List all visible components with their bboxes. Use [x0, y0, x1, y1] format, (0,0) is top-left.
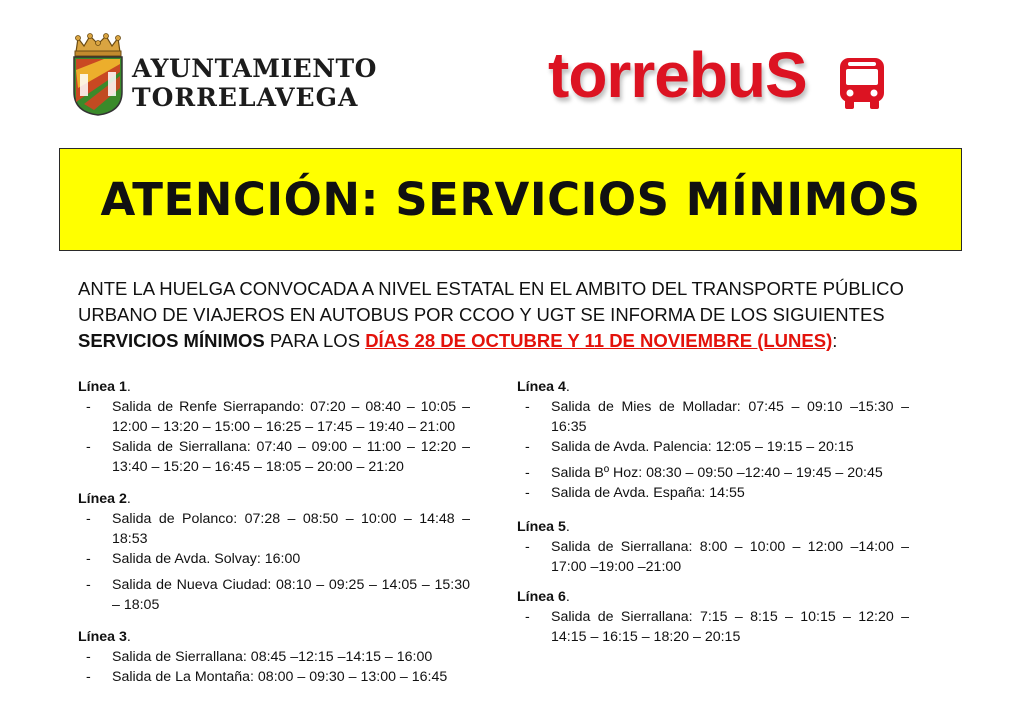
schedule-entry-text: Salida de Nueva Ciudad: 08:10 – 09:25 – 14:05 – 15:30 – 18:05	[112, 577, 470, 613]
line-6-block	[517, 587, 909, 647]
ayuntamiento-logo	[70, 32, 377, 118]
schedule-entry-text: Salida de La Montaña: 08:00 – 09:30 – 13:00 – 16:45	[112, 669, 448, 685]
line-3-block	[78, 627, 470, 687]
line-title: Línea 1	[78, 379, 127, 395]
notice-banner	[59, 148, 962, 251]
line-heading	[517, 377, 909, 397]
line-title-period: .	[565, 589, 570, 605]
schedule-entry	[517, 607, 909, 647]
bullet-dash: -	[86, 577, 91, 593]
bullet-dash: -	[525, 539, 530, 555]
schedule-entry-text: Salida Bº Hoz: 08:30 – 09:50 –12:40 – 19:45 – 20:45	[551, 465, 883, 481]
bullet-dash: -	[86, 669, 91, 685]
schedule-entry	[78, 647, 470, 667]
line-title: Línea 5	[517, 519, 566, 535]
schedule-entry	[78, 397, 470, 437]
line-heading	[517, 517, 909, 537]
line-heading	[78, 377, 470, 397]
bullet-dash: -	[525, 465, 530, 481]
bullet-dash: -	[525, 485, 530, 501]
schedule-entry-text: Salida de Sierrallana: 8:00 – 10:00 – 12:00 –14:00 – 17:00 –19:00 –21:00	[551, 539, 909, 575]
schedule-entry	[517, 397, 909, 437]
schedule-entry-text: Salida de Avda. Palencia: 12:05 – 19:15 – 20:15	[551, 439, 854, 455]
bullet-dash: -	[86, 439, 91, 455]
line-title: Línea 2	[78, 491, 127, 507]
coat-of-arms-icon	[70, 32, 126, 116]
schedule-entry-text: Salida de Sierrallana: 7:15 – 8:15 – 10:15 – 12:20 – 14:15 – 16:15 – 18:20 – 20:15	[551, 609, 909, 645]
bullet-dash: -	[86, 649, 91, 665]
line-heading	[517, 587, 909, 607]
ayuntamiento-name-line1: AYUNTAMIENTO	[132, 54, 377, 83]
bullet-dash: -	[86, 511, 91, 527]
schedule-entry	[78, 667, 470, 687]
schedule-entry-text: Salida de Sierrallana: 08:45 –12:15 –14:15 – 16:00	[112, 649, 433, 665]
intro-text-bold: SERVICIOS MÍNIMOS	[78, 330, 265, 351]
schedule-column-right	[517, 377, 909, 655]
intro-text-end: :	[832, 330, 838, 351]
schedule-entry	[78, 509, 470, 549]
line-title: Línea 3	[78, 629, 127, 645]
schedule-entry-text: Salida de Avda. España: 14:55	[551, 485, 745, 501]
intro-text-part2: PARA LOS	[264, 330, 366, 351]
line-title-period: .	[565, 519, 570, 535]
line-5-block	[517, 517, 909, 577]
schedule-entry-text: Salida de Renfe Sierrapando: 07:20 – 08:40 – 10:05 – 12:00 – 13:20 – 15:00 – 16:25 – 17:45 – 19:40 – 21:00	[112, 399, 470, 435]
schedule-entry	[78, 437, 470, 477]
schedule-entry	[78, 549, 470, 569]
schedule-entry-text: Salida de Mies de Molladar: 07:45 – 09:10 –15:30 – 16:35	[551, 399, 909, 435]
intro-dates-highlight: DÍAS 28 DE OCTUBRE Y 11 DE NOVIEMBRE (LUNES)	[365, 330, 833, 351]
schedule-column-left	[78, 377, 470, 695]
schedule-entry-text: Salida de Polanco: 07:28 – 08:50 – 10:00 – 14:48 – 18:53	[112, 511, 470, 547]
schedule-entry	[517, 483, 909, 503]
schedule-entry	[517, 463, 909, 483]
ayuntamiento-name-line2: TORRELAVEGA	[132, 83, 359, 112]
line-title-period: .	[565, 379, 570, 395]
schedule-entry	[517, 437, 909, 457]
line-title: Línea 4	[517, 379, 566, 395]
intro-text-part1: ANTE LA HUELGA CONVOCADA A NIVEL ESTATAL EN EL AMBITO DEL TRANSPORTE PÚBLICO URBANO DE VIAJEROS EN AUTOBUS POR CCOO Y UGT SE INFORMA DE LOS SIGUIENTES	[78, 278, 904, 325]
line-title-period: .	[126, 629, 131, 645]
torrebus-wordmark: torrebuS	[548, 39, 807, 111]
torrebus-logo	[544, 39, 904, 128]
bullet-dash: -	[86, 551, 91, 567]
schedule-entry	[78, 575, 470, 615]
line-heading	[78, 627, 470, 647]
line-title-period: .	[126, 491, 131, 507]
line-1-block	[78, 377, 470, 477]
bullet-dash: -	[525, 439, 530, 455]
bullet-dash: -	[86, 399, 91, 415]
banner-title: ATENCIÓN: SERVICIOS MÍNIMOS	[100, 173, 921, 226]
bus-icon	[836, 56, 888, 112]
intro-paragraph	[78, 276, 958, 354]
line-title-period: .	[126, 379, 131, 395]
bullet-dash: -	[525, 399, 530, 415]
line-2-block	[78, 489, 470, 615]
line-title: Línea 6	[517, 589, 566, 605]
line-heading	[78, 489, 470, 509]
schedule-entry-text: Salida de Avda. Solvay: 16:00	[112, 551, 301, 567]
schedule-entry	[517, 537, 909, 577]
line-4-block	[517, 377, 909, 503]
bullet-dash: -	[525, 609, 530, 625]
schedule-entry-text: Salida de Sierrallana: 07:40 – 09:00 – 11:00 – 12:20 – 13:40 – 15:20 – 16:45 – 18:05 – 20:00 – 21:20	[112, 439, 470, 475]
